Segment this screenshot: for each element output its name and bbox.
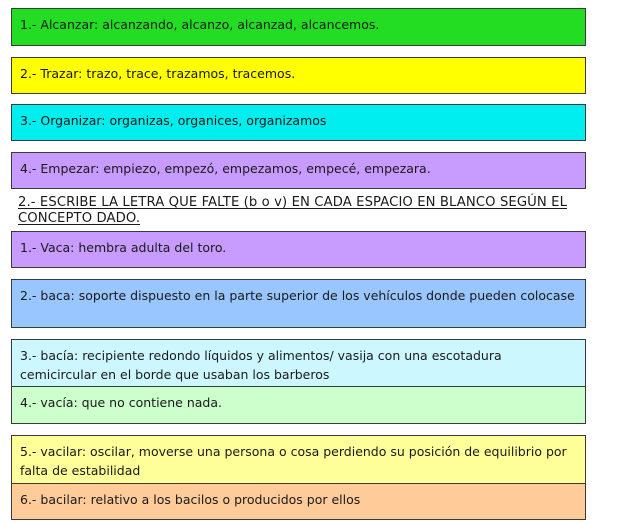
box-vacilar <box>11 435 586 484</box>
box-baca <box>11 279 586 328</box>
box-bacilar <box>11 483 586 520</box>
box-organizar-text: 3.- Organizar: organizas, organices, organizamos <box>20 113 327 128</box>
box-vacia <box>11 386 586 424</box>
box-bacilar-text: 6.- bacilar: relativo a los bacilos o producidos por ellos <box>20 492 361 507</box>
box-bacia <box>11 339 586 388</box>
box-alcanzar <box>11 8 586 46</box>
box-vaca-text: 1.- Vaca: hembra adulta del toro. <box>20 240 227 255</box>
box-vaca <box>11 231 586 268</box>
box-empezar <box>11 152 586 189</box>
box-organizar <box>11 104 586 141</box>
section-heading: 2.- ESCRIBE LA LETRA QUE FALTE (b o v) EN CADA ESPACIO EN BLANCO SEGÚN EL CONCEPTO DADO. <box>18 195 568 226</box>
box-vacia-text: 4.- vacía: que no contiene nada. <box>20 395 222 410</box>
box-vacilar-text: 5.- vacilar: oscilar, moverse una persona o cosa perdiendo su posición de equilibrio por falta de estabilidad <box>20 444 567 478</box>
box-trazar-text: 2.- Trazar: trazo, trace, trazamos, tracemos. <box>20 66 296 81</box>
box-trazar <box>11 57 586 94</box>
box-bacia-text: 3.- bacía: recipiente redondo líquidos y alimentos/ vasija con una escotadura cemicircular en el borde que usaban los barberos <box>20 348 502 382</box>
box-baca-text: 2.- baca: soporte dispuesto en la parte superior de los vehículos donde pueden colocase <box>20 288 575 303</box>
box-empezar-text: 4.- Empezar: empiezo, empezó, empezamos, empecé, empezara. <box>20 161 431 176</box>
box-alcanzar-text: 1.- Alcanzar: alcanzando, alcanzo, alcanzad, alcancemos. <box>20 17 380 32</box>
